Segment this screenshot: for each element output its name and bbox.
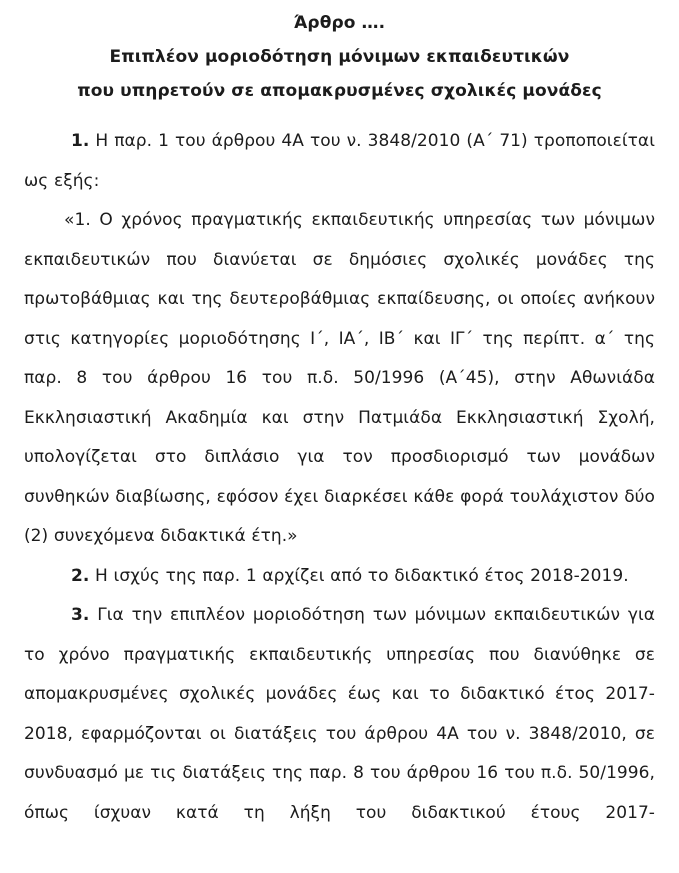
page-title: Άρθρο …. xyxy=(293,13,386,33)
paragraph-2-text: Η ισχύς της παρ. 1 αρχίζει από το διδακτικό έτος 2018-2019. xyxy=(89,565,629,586)
paragraph-2 xyxy=(24,557,655,597)
document-subtitle-line-2: που υπηρετούν σε απομακρυσμένες σχολικές μονάδες xyxy=(77,81,602,101)
paragraph-quoted-amendment xyxy=(24,201,655,557)
document-title-block xyxy=(24,0,655,108)
document-subtitle-line-1: Επιπλέον μοριοδότηση μόνιμων εκπαιδευτικών xyxy=(109,47,570,67)
paragraph-2-number: 2. xyxy=(71,565,90,586)
paragraph-quoted-amendment-text: «1. Ο χρόνος πραγματικής εκπαιδευτικής υπηρεσίας των μόνιμων εκπαιδευτικών που διανύεται σε δημόσιες σχολικές μονάδες της πρωτοβάθμιας και της δευτεροβάθμιας εκπαίδευσης, οι οποίες ανήκουν στις κατηγορίες μοριοδότησης Ι΄, ΙΑ΄, ΙΒ΄ και ΙΓ΄ της περίπτ. α΄ της παρ. 8 του άρθρου 16 του π.δ. 50/1996 (Α΄45), στην Αθωνιάδα Εκκλησιαστική Ακαδημία και στην Πατμιάδα Εκκλησιαστική Σχολή, υπολογίζεται στο διπλάσιο για τον προσδιορισμό των μονάδων συνθηκών διαβίωσης, εφόσον έχει διαρκέσει κάθε φορά τουλάχιστον δύο (2) συνεχόμενα διδακτικά έτη.» xyxy=(24,210,655,546)
paragraph-1 xyxy=(24,122,655,201)
paragraph-3 xyxy=(24,596,655,873)
paragraph-1-number: 1. xyxy=(71,131,90,151)
paragraph-1-text: Η παρ. 1 του άρθρου 4Α του ν. 3848/2010 (Α΄ 71) τροποποιείται ως εξής: xyxy=(24,131,655,191)
paragraph-3-number: 3. xyxy=(71,605,90,625)
paragraph-3-text: Για την επιπλέον μοριοδότηση των μόνιμων εκπαιδευτικών για το χρόνο πραγματικής εκπαιδευτικής υπηρεσίας που διανύθηκε σε απομακρυσμένες σχολικές μονάδες έως και το διδακτικό έτος 2017-2018, εφαρμόζονται οι διατάξεις του άρθρου 4Α του ν. 3848/2010, σε συνδυασμό με τις διατάξεις της παρ. 8 του άρθρου 16 του π.δ. 50/1996, όπως ίσχυαν κατά τη λήξη του διδακτικού έτους 2017- xyxy=(24,605,655,823)
document-body xyxy=(24,122,655,873)
